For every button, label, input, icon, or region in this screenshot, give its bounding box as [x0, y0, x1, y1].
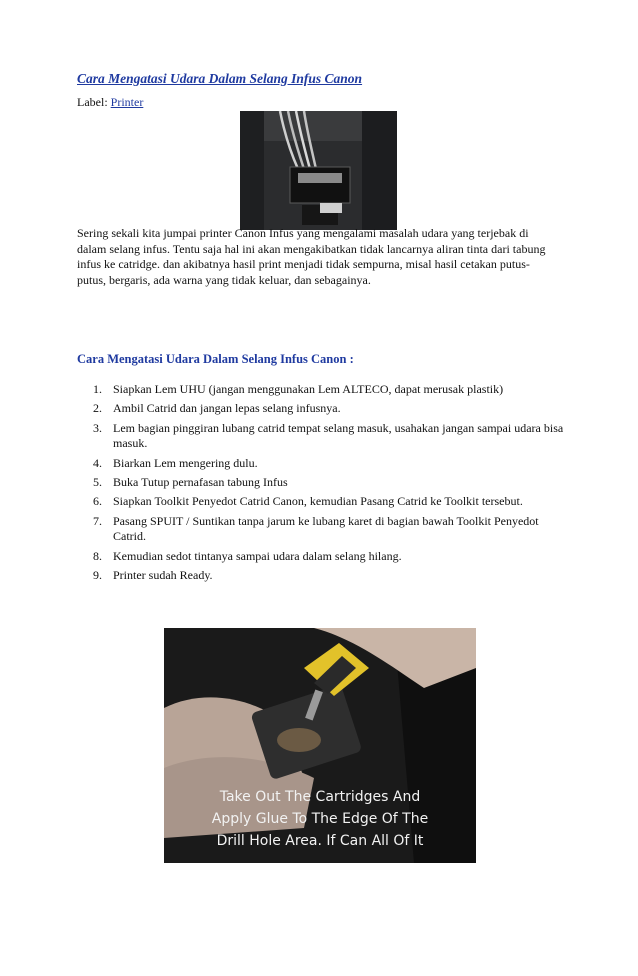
- step-number: 3.: [93, 420, 102, 435]
- list-item: [77, 401, 567, 416]
- list-item: [77, 475, 567, 490]
- step-text: Buka Tutup pernafasan tabung Infus: [113, 475, 288, 490]
- video-caption: [164, 786, 476, 852]
- step-number: 6.: [93, 494, 102, 509]
- step-number: 7.: [93, 513, 102, 528]
- step-text: Lem bagian pinggiran lubang catrid tempat selang masuk, usahakan jangan sampai udara bisa masuk.: [113, 420, 564, 451]
- steps-list: [77, 382, 567, 587]
- step-number: 8.: [93, 548, 102, 563]
- video-still-drilling-cartridge: [164, 628, 476, 863]
- step-text: Printer sudah Ready.: [113, 568, 213, 583]
- printer-cartridge-photo: [240, 111, 397, 230]
- list-item: [77, 456, 567, 471]
- label-prefix: Label:: [77, 95, 108, 109]
- printer-cartridge-illustration: [240, 111, 397, 230]
- caption-line: Apply Glue To The Edge Of The: [211, 811, 429, 827]
- list-item: [77, 421, 567, 452]
- page-title[interactable]: Cara Mengatasi Udara Dalam Selang Infus Canon: [77, 71, 363, 86]
- list-item: [77, 549, 567, 564]
- step-text: Biarkan Lem mengering dulu.: [113, 455, 258, 470]
- step-number: 1.: [93, 382, 102, 396]
- intro-paragraph: Sering sekali kita jumpai printer Canon Infus yang mengalami masalah udara yang terjebak di dalam selang infus. Tentu saja hal ini akan mengakibatkan tidak lancarnya aliran tinta dari tabung infus ke catridge. dan akibatnya hasil print menjadi tidak sempurna, misal hasil cetakan putus-putus, bergaris, ada warna yang tidak keluar, dan sebagainya.: [77, 226, 546, 287]
- step-number: 9.: [93, 568, 102, 583]
- list-item: [77, 494, 567, 509]
- step-number: 2.: [93, 401, 102, 416]
- step-text: Kemudian sedot tintanya sampai udara dalam selang hilang.: [113, 548, 402, 563]
- list-item: [77, 382, 567, 397]
- caption-line: Take Out The Cartridges And: [219, 789, 421, 805]
- step-text: Pasang SPUIT / Suntikan tanpa jarum ke lubang karet di bagian bawah Toolkit Penyedot Catrid.: [113, 513, 539, 544]
- caption-line: Drill Hole Area. If Can All Of It: [216, 833, 424, 849]
- step-text: Siapkan Lem UHU (jangan menggunakan Lem ALTECO, dapat merusak plastik): [113, 382, 504, 396]
- step-text: Ambil Catrid dan jangan lepas selang infusnya.: [113, 401, 341, 416]
- step-number: 4.: [93, 455, 102, 470]
- step-text: Siapkan Toolkit Penyedot Catrid Canon, kemudian Pasang Catrid ke Toolkit tersebut.: [113, 494, 523, 509]
- steps-heading: Cara Mengatasi Udara Dalam Selang Infus Canon :: [77, 352, 354, 366]
- list-item: [77, 568, 567, 583]
- step-number: 5.: [93, 475, 102, 490]
- label-line: [77, 95, 143, 110]
- label-link-printer[interactable]: Printer: [110, 95, 144, 109]
- list-item: [77, 514, 567, 545]
